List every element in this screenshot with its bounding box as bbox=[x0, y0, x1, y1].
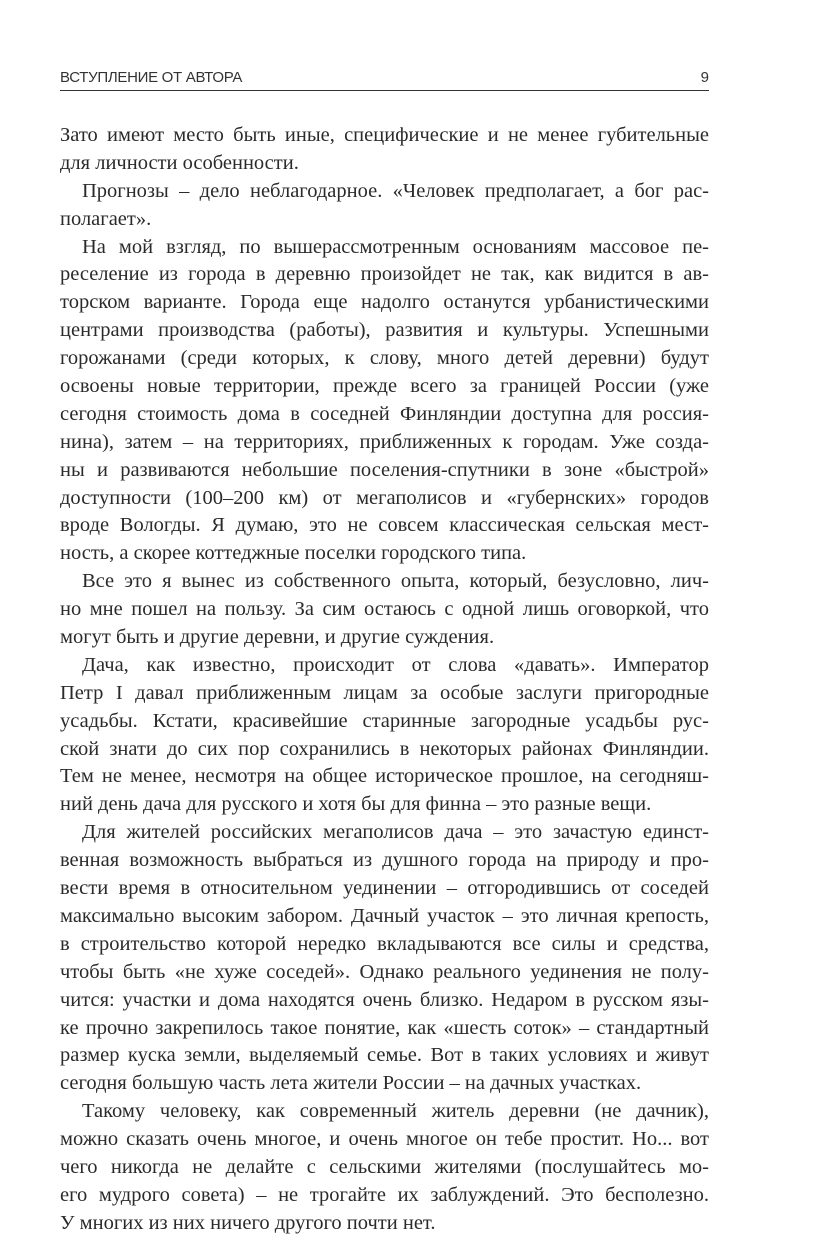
text-line: но мне пошел на пользу. За сим остаюсь с одной лишь оговоркой, что bbox=[60, 598, 709, 621]
text-line: Петр I давал приближенным лицам за особые заслуги пригородные bbox=[60, 681, 709, 704]
text-line: чится: участки и дома находятся очень близко. Недаром в русском язы- bbox=[60, 988, 709, 1011]
text-line: чего никогда не делайте с сельскими жителями (послушайтесь мо- bbox=[60, 1155, 709, 1178]
text-line: Зато имеют место быть иные, специфические и не менее губительные bbox=[60, 124, 709, 146]
page-number: 9 bbox=[700, 69, 709, 86]
text-line: венная возможность выбраться из душного города на природу и про- bbox=[60, 849, 709, 872]
text-line: в строительство которой нередко вкладываются все силы и средства, bbox=[60, 932, 709, 955]
text-line: усадьбы. Кстати, красивейшие старинные загородные усадьбы рус- bbox=[60, 709, 709, 732]
paragraph bbox=[60, 178, 709, 234]
text-line: реселение из города в деревню произойдет не так, как видится в ав- bbox=[60, 263, 709, 286]
text-line: освоены новые территории, прежде всего за границей России (уже bbox=[60, 375, 709, 398]
text-line: горожанами (среди которых, к слову, много детей деревни) будут bbox=[60, 347, 709, 370]
paragraph bbox=[60, 819, 709, 1098]
text-line: для личности особенности. bbox=[60, 151, 299, 174]
text-line: Такому человеку, как современный житель деревни (не дачник), bbox=[82, 1100, 709, 1123]
paragraph bbox=[60, 652, 709, 819]
text-line: сегодня стоимость дома в соседней Финляндии доступна для россия- bbox=[60, 402, 709, 425]
text-line: нина), затем – на территориях, приближенных к городам. Уже созда- bbox=[60, 430, 709, 453]
text-line: можно сказать очень многое, и очень многое он тебе простит. Но... вот bbox=[60, 1128, 709, 1151]
text-line: У многих из них ничего другого почти нет. bbox=[60, 1211, 436, 1234]
text-line: ний день дача для русского и хотя бы для финна – это разные вещи. bbox=[60, 793, 652, 816]
text-line: центрами производства (работы), развития и культуры. Успешными bbox=[60, 319, 709, 342]
paragraph bbox=[60, 1098, 709, 1237]
text-line: сегодня большую часть лета жители России – на дачных участках. bbox=[60, 1072, 642, 1095]
text-line: чтобы быть «не хуже соседей». Однако реального уединения не полу- bbox=[60, 960, 709, 983]
text-line: Дача, как известно, происходит от слова «давать». Император bbox=[82, 653, 709, 676]
text-line: полагает». bbox=[60, 207, 152, 230]
text-line: доступности (100–200 км) от мегаполисов и «губернских» городов bbox=[60, 486, 709, 509]
text-line: вести время в относительном уединении – отгородившись от соседей bbox=[60, 877, 709, 900]
text-line: размер куска земли, выделяемый семье. Вот в таких условиях и живут bbox=[60, 1044, 709, 1067]
text-line: его мудрого совета) – не трогайте их заблуждений. Это бесполезно. bbox=[60, 1183, 709, 1206]
text-line: вроде Вологды. Я думаю, это не совсем классическая сельская мест- bbox=[60, 514, 709, 537]
text-line: На мой взгляд, по вышерассмотренным основаниям массовое пе- bbox=[82, 235, 709, 258]
text-line: максимально высоким забором. Дачный участок – это личная крепость, bbox=[60, 904, 709, 927]
text-line: торском варианте. Города еще надолго останутся урбанистическими bbox=[60, 291, 709, 314]
text-line: могут быть и другие деревни, и другие суждения. bbox=[60, 626, 495, 649]
text-line: Тем не менее, несмотря на общее историческое прошлое, на сегодняш- bbox=[60, 765, 709, 788]
paragraph bbox=[60, 122, 709, 178]
chapter-title: ВСТУПЛЕНИЕ ОТ АВТОРА bbox=[60, 69, 243, 86]
body-text bbox=[60, 122, 709, 1238]
text-line: ны и развиваются небольшие поселения-спутники в зоне «быстрой» bbox=[60, 458, 709, 481]
running-header bbox=[60, 68, 709, 91]
paragraph bbox=[60, 568, 709, 652]
text-line: Прогнозы – дело неблагодарное. «Человек предполагает, а бог рас- bbox=[82, 179, 709, 202]
text-line: Для жителей российских мегаполисов дача – это зачастую единст- bbox=[82, 821, 709, 844]
text-line: Все это я вынес из собственного опыта, который, безусловно, лич- bbox=[82, 570, 709, 593]
paragraph bbox=[60, 234, 709, 569]
text-line: ской знати до сих пор сохранились в некоторых районах Финляндии. bbox=[60, 737, 709, 760]
text-line: ке прочно закрепилось такое понятие, как «шесть соток» – стандартный bbox=[60, 1016, 709, 1039]
text-line: ность, а скорее коттеджные поселки городского типа. bbox=[60, 542, 527, 565]
